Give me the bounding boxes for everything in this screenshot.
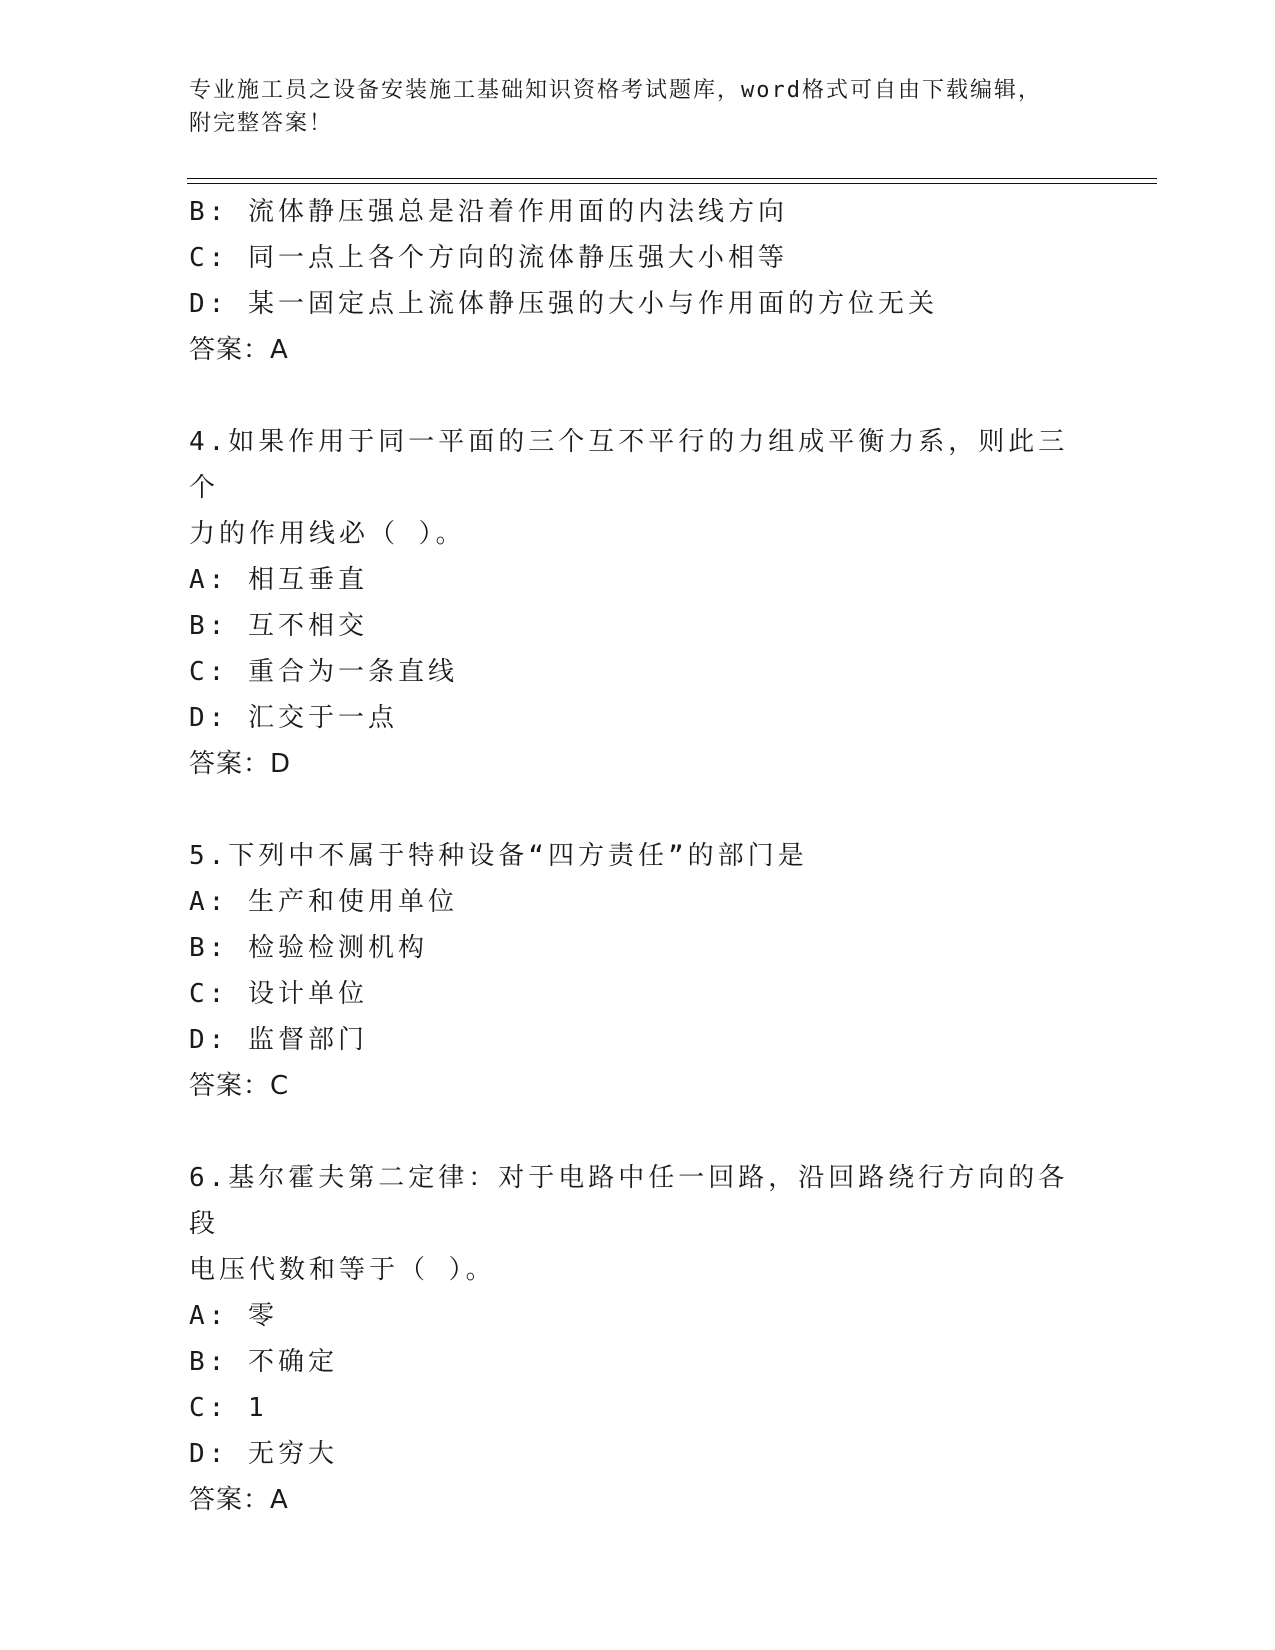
answer-line: 答案：A xyxy=(189,335,289,365)
spacer xyxy=(189,373,1069,419)
answer-line: 答案：C xyxy=(189,1071,290,1101)
header-divider-bottom xyxy=(187,183,1157,184)
option-c: C: 重合为一条直线 xyxy=(189,657,458,687)
question-title-line-1: 5.下列中不属于特种设备“四方责任”的部门是 xyxy=(189,841,808,871)
spacer xyxy=(189,787,1069,833)
header-line-2: 附完整答案！ xyxy=(189,111,334,136)
option-d: D: 监督部门 xyxy=(189,1025,368,1055)
spacer xyxy=(189,1109,1069,1155)
header-line-1: 专业施工员之设备安装施工基础知识资格考试题库，word格式可自由下载编辑， xyxy=(189,78,1042,103)
question-list xyxy=(189,189,1069,1523)
option-b: B: 检验检测机构 xyxy=(189,933,428,963)
option-b: B: 流体静压强总是沿着作用面的内法线方向 xyxy=(189,197,788,227)
option-d: D: 无穷大 xyxy=(189,1439,338,1469)
question-title-line-2: 电压代数和等于（ ）。 xyxy=(189,1255,496,1285)
question-title-line-2: 力的作用线必（ ）。 xyxy=(189,519,466,549)
answer-line: 答案：D xyxy=(189,749,292,779)
option-d: D: 汇交于一点 xyxy=(189,703,398,733)
option-c: C: 1 xyxy=(189,1393,268,1423)
option-b: B: 互不相交 xyxy=(189,611,368,641)
question-title-line-1: 6.基尔霍夫第二定律：对于电路中任一回路，沿回路绕行方向的各段 xyxy=(189,1163,1069,1239)
question-5 xyxy=(189,833,1069,1109)
option-a: A: 零 xyxy=(189,1301,278,1331)
option-d: D: 某一固定点上流体静压强的大小与作用面的方位无关 xyxy=(189,289,938,319)
option-b: B: 不确定 xyxy=(189,1347,338,1377)
option-a: A: 相互垂直 xyxy=(189,565,368,595)
document-header xyxy=(189,74,1069,140)
option-a: A: 生产和使用单位 xyxy=(189,887,458,917)
answer-line: 答案：A xyxy=(189,1485,289,1515)
question-6 xyxy=(189,1155,1069,1523)
option-c: C: 同一点上各个方向的流体静压强大小相等 xyxy=(189,243,788,273)
option-c: C: 设计单位 xyxy=(189,979,368,1009)
question-title-line-1: 4.如果作用于同一平面的三个互不平行的力组成平衡力系，则此三个 xyxy=(189,427,1069,503)
header-divider-top xyxy=(187,178,1157,179)
question-4 xyxy=(189,419,1069,787)
question-3 xyxy=(189,189,1069,373)
